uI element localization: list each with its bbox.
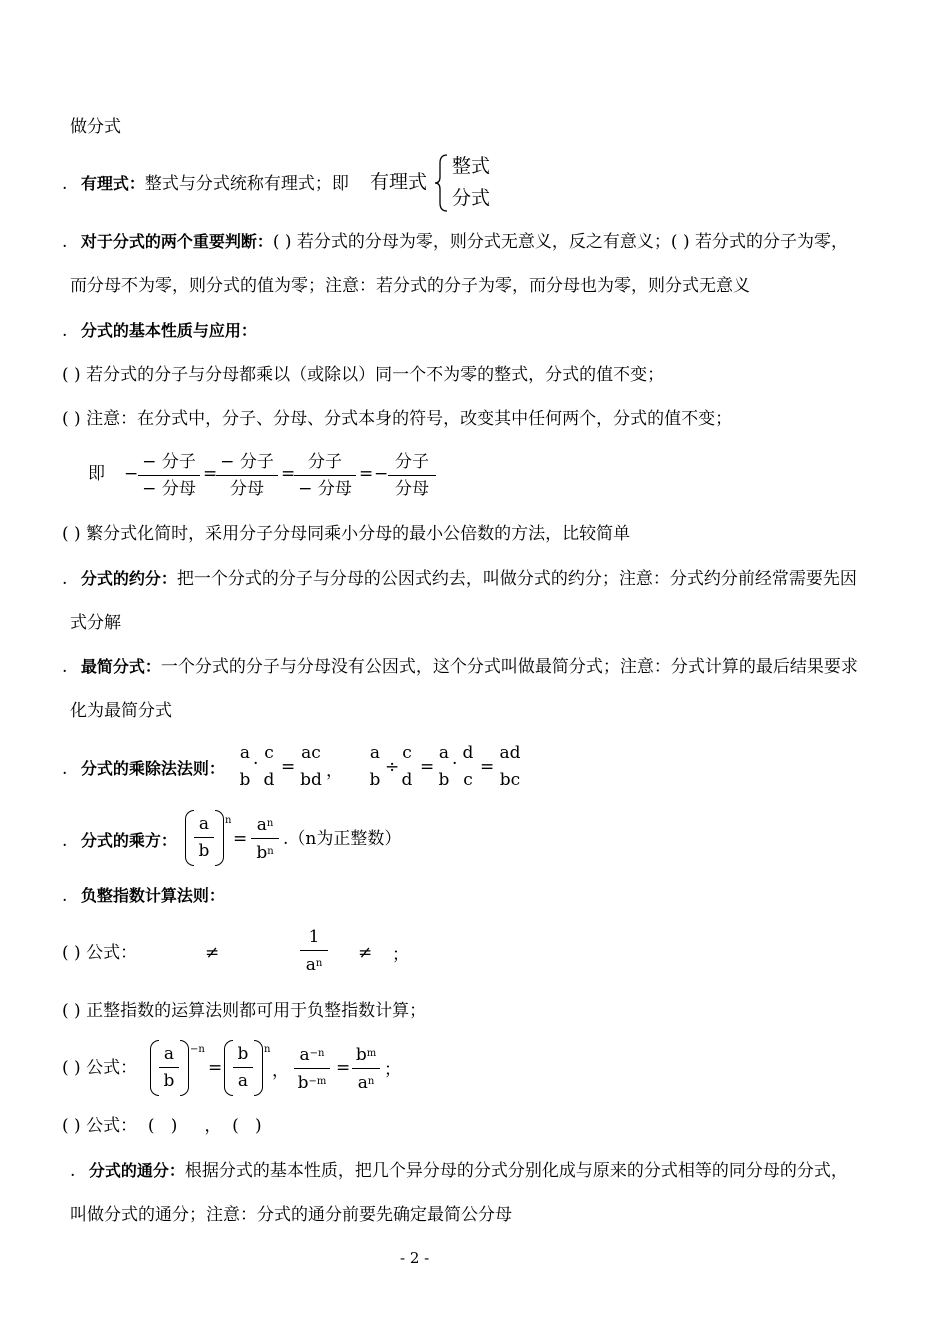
section-title: 负整指数计算法则	[80, 886, 209, 905]
text-line: 叫做分式的通分；注意：分式的通分前要先确定最简公分母	[70, 1205, 512, 1225]
text-line: 化为最简分式	[70, 701, 172, 721]
basic-property-line: . 分式的基本性质与应用：	[62, 321, 257, 341]
fraction: − 分子 分母	[216, 451, 278, 500]
section-title: 最简分式	[80, 657, 145, 676]
section-title: 分式的基本性质与应用	[80, 321, 241, 340]
section-title: 有理式	[80, 174, 129, 193]
text-line: 式分解	[70, 613, 121, 633]
section-title: 对于分式的两个重要判断	[80, 232, 257, 251]
negative-exponent-line: . 负整指数计算法则：	[62, 886, 225, 906]
mul-div-line: . 分式的乘除法法则：	[62, 759, 225, 779]
section-title: 分式的乘方	[80, 831, 161, 850]
text-line: ( ) 若分式的分子与分母都乘以（或除以）同一个不为零的整式，分式的值不变；	[62, 365, 665, 385]
text-line: ( ) 注意：在分式中，分子、分母、分式本身的符号，改变其中任何两个，分式的值不变；	[62, 409, 733, 429]
right-paren	[215, 810, 224, 866]
section-title: 分式的乘除法法则	[80, 759, 209, 778]
judgement-line: . 对于分式的两个重要判断：( ) 若分式的分母为零，则分式无意义，反之有意义；( ) 若分式的分子为零，	[62, 232, 848, 252]
simplest-fraction-line: . 最简分式：一个分式的分子与分母没有公因式，这个分式叫做最简分式；注意：分式计算的最后结果要求	[62, 657, 858, 677]
section-title: 分式的约分	[80, 569, 161, 588]
reduction-line: . 分式的约分：把一个分式的分子与分母的公因式约去，叫做分式的约分；注意：分式约分前经常需要先因	[62, 569, 857, 589]
term: 有理式	[370, 171, 428, 193]
brace-icon	[433, 153, 449, 213]
option-integral: 整式	[452, 155, 491, 177]
text-line: ( ) 繁分式化简时，采用分子分母同乘小分母的最小公倍数的方法，比较简单	[62, 524, 631, 544]
fraction: 分子 分母	[388, 451, 436, 500]
text-line: 而分母不为零，则分式的值为零；注意：若分式的分子为零，而分母也为零，则分式无意义	[70, 276, 750, 296]
fraction: $a^n$ $b^n$	[251, 813, 279, 864]
rational-expression-line: . 有理式：整式与分式统称有理式；即	[62, 174, 349, 194]
text-line: ( ) 正整指数的运算法则都可用于负整指数计算；	[62, 1001, 427, 1021]
section-title: 分式的通分	[88, 1161, 169, 1180]
formula-line: ( ) 公式： ( ) ， ( )	[62, 1116, 262, 1136]
option-fraction: 分式	[452, 187, 491, 209]
page-number: - 2 -	[400, 1249, 430, 1267]
fraction: 分子 − 分母	[294, 451, 356, 500]
fraction: − 分子 − 分母	[138, 451, 200, 500]
left-paren	[185, 810, 194, 866]
power-line: . 分式的乘方：	[62, 831, 177, 851]
text-line: 做分式	[70, 117, 121, 137]
common-denominator-line: . 分式的通分：根据分式的基本性质，把几个异分母的分式分别化成与原来的分式相等的同分母的分式，	[70, 1161, 848, 1181]
